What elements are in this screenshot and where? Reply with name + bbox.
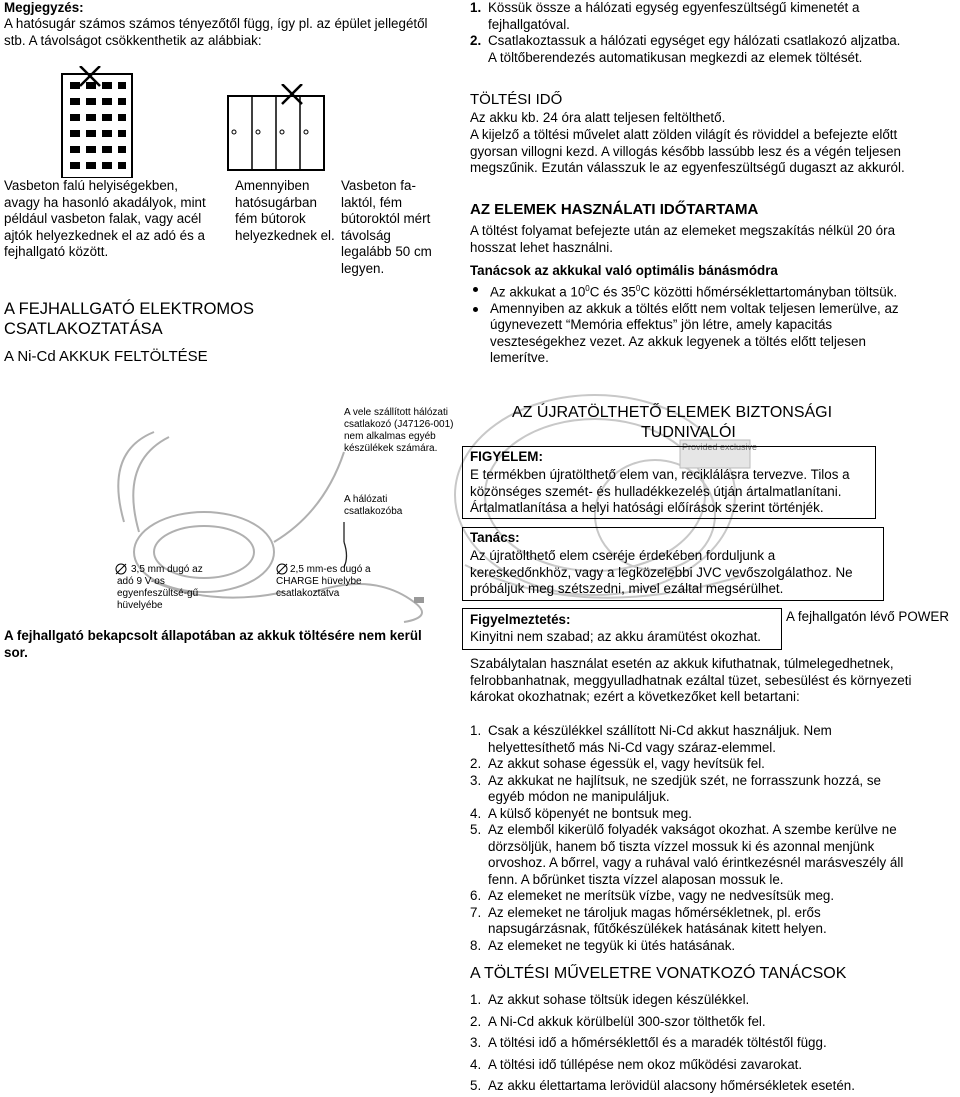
charge-tip-item: 2. A Ni-Cd akkuk körülbelül 300-szor tölthetők fel. bbox=[470, 1013, 766, 1029]
charge-time-title: TÖLTÉSI IDŐ bbox=[470, 91, 563, 108]
irregular-use-text: Szabálytalan használat esetén az akkuk kifuthatnak, túlmelegedhetnek, felrobbanhatnak, meggyulladhatnak ezáltal tüzet, sebesülést és környezeti károkat okozhatnak; ezért a következőket kell betartani: bbox=[470, 656, 912, 704]
rule-item: 5. Az elemből kikerülő folyadék vakságot okozhat. A szembe kerülve ne dörzsöljük, hanem bő tiszta vízzel mossuk ki és azonnal menjünk orvoshoz. A bőrrel, vagy a ruhával való érintkezésnél marásveszély áll fenn. A bőrünket tiszta vízzel alaposan mossuk le. bbox=[470, 822, 904, 887]
tips-list bbox=[470, 281, 910, 367]
heading-connection-line1: A FEJHALLGATÓ ELEKTROMOS bbox=[4, 300, 255, 318]
tip-item: Az akkukat a $10^0C$ és $35^0C$ közötti hőmérséklettartományban töltsük. bbox=[470, 281, 910, 301]
caption-outlet: A hálózati csatlakozóba bbox=[344, 494, 403, 517]
caution-label: Figyelmeztetés: bbox=[470, 612, 571, 627]
rule-item: 6. Az elemeket ne merítsük vízbe, vagy ne nedvesítsük meg. bbox=[470, 888, 835, 903]
distance-text: Vasbeton fa-laktól, fém bútoroktól mért távolság legalább 50 cm legyen. bbox=[341, 178, 432, 276]
obstacle-concrete-text: Vasbeton falú helyiségekben, avagy ha hasonló akadályok, mint például vasbeton falak, vagy acél ajtók helyezkednek el az adó és a fejhallgató között. bbox=[4, 178, 206, 259]
rules-list bbox=[470, 723, 920, 954]
rule-item: 3. Az akkukat ne hajlítsuk, ne szedjük szét, ne forrasszunk hozzá, se egyéb módon ne manipuláljuk. bbox=[470, 772, 881, 804]
charge-tip-item: 5. Az akku élettartama lerövidül alacsony hőmérsékletek esetén. bbox=[470, 1078, 855, 1093]
warning-label: FIGYELEM: bbox=[470, 449, 543, 464]
warning-text: E termékben újratölthető elem van, reciklálásra tervezve. Tilos a közönséges szemét- és hulladékkezelés útján ártalmatlanítani. Ártalmatlanítása a helyi hatósági előírások szerint történjék. bbox=[470, 467, 850, 515]
charge-tips-title: A TÖLTÉSI MŰVELETRE VONATKOZÓ TANÁCSOK bbox=[470, 965, 847, 982]
heading-charging: A Ni-Cd AKKUK FELTÖLTÉSE bbox=[4, 348, 208, 365]
safety-title-line2: TUDNIVALÓI bbox=[641, 424, 736, 441]
advice-text: Az újratölthető elem cseréje érdekében forduljunk a kereskedőnkhöz, vagy a legközelebbi JVC vevőszolgálathoz. Ne próbáljuk meg szétszedni, mivel ezáltal megsérülhet. bbox=[470, 548, 853, 596]
tip-item: Amennyiben az akkuk a töltés előtt nem voltak teljesen lemerülve, az úgynevezett “Memória effektus” jön létre, amely kapacitás veszteségekhez vezet. Az akkuk legyenek a töltés előtt teljesen lemerítve. bbox=[470, 301, 910, 367]
step-item: 2. Csatlakoztassuk a hálózati egységet egy hálózati csatlakozó aljzatba. A töltőberendezés automatikusan megkezdi az elemek töltését. bbox=[470, 33, 901, 65]
caution-text: Kinyitni nem szabad; az akku áramütést okozhat. bbox=[470, 629, 762, 644]
charge-time-p1: Az akku kb. 24 óra alatt teljesen feltölthető. bbox=[470, 110, 726, 125]
usage-text: A töltést folyamat befejezte után az elemeket megszakítás nélkül 20 óra hosszat lehet használni. bbox=[470, 223, 896, 255]
rule-item: 2. Az akkut sohase égessük el, vagy hevítsük fel. bbox=[470, 756, 765, 771]
heading-connection-line2: CSATLAKOZTATÁSA bbox=[4, 320, 163, 338]
caption-adapter: A vele szállított hálózati csatlakozó (J47126-001) nem alkalmas egyéb készülékek számára. bbox=[344, 407, 454, 454]
bottom-note: A fejhallgató bekapcsolt állapotában az akkuk töltésére nem kerül sor. bbox=[4, 628, 422, 660]
rule-item: 8. Az elemeket ne tegyük ki ütés hatásának. bbox=[470, 937, 736, 953]
charge-tip-item: 1. Az akkut sohase töltsük idegen készülékkel. bbox=[470, 992, 750, 1007]
charge-tip-item: 3. A töltési idő a hőmérséklettől és a maradék töltéstől függ. bbox=[470, 1035, 827, 1050]
note-title: Megjegyzés: bbox=[4, 0, 84, 15]
charge-time-p2: A kijelző a töltési művelet alatt zölden világít és röviddel a befejezte előtt gyorsan villogni kezd. A villogás később lassúbb lesz és a végén teljesen megszűnik. Ezután válasszuk le az egyenfeszültségű dugaszt az akkuról. bbox=[470, 127, 905, 175]
cabinet-illustration bbox=[226, 84, 326, 174]
usage-title: AZ ELEMEK HASZNÁLATI IDŐTARTAMA bbox=[470, 201, 759, 218]
charge-tip-item: 4. A töltési idő túllépése nem okoz működési zavarokat. bbox=[470, 1056, 803, 1072]
obstacle-furniture-text: Amennyiben hatósugárban fém bútorok helyezkednek el. bbox=[235, 178, 335, 243]
caption-25mm-plug: 2,5 mm-es dugó a CHARGE hüvelybe csatlakoztatva bbox=[276, 564, 371, 599]
tips-title: Tanácsok az akkukal való optimális bánásmódra bbox=[470, 263, 778, 278]
building-illustration bbox=[40, 66, 170, 178]
caution-side-text: A fejhallgatón lévő POWER bbox=[786, 609, 950, 624]
overlay-label: Provided exclusive bbox=[682, 442, 758, 452]
steps-list bbox=[470, 0, 910, 66]
rule-item: 4. A külső köpenyét ne bontsuk meg. bbox=[470, 805, 692, 821]
charge-tips-list bbox=[470, 989, 920, 1097]
advice-label: Tanács: bbox=[470, 530, 520, 545]
rule-item: 1. Csak a készülékkel szállított Ni-Cd akkut használjuk. Nem helyettesíthető más Ni-Cd vagy száraz-elemmel. bbox=[470, 723, 832, 755]
step-item: 1. Kössük össze a hálózati egység egyenfeszültségű kimenetét a fejhallgatóval. bbox=[470, 0, 860, 32]
caption-35mm-plug: 3,5 mm dugó az adó 9 V-os egyenfeszültsé-gű hüvelyébe bbox=[117, 564, 203, 611]
rule-item: 7. Az elemeket ne tároljuk magas hőmérsékletnek, pl. erős napsugárzásnak, fűtőkészülékek hatásának kitett helyen. bbox=[470, 904, 827, 936]
safety-title-line1: AZ ÚJRATÖLTHETŐ ELEMEK BIZTONSÁGI bbox=[512, 404, 833, 421]
note-text: A hatósugár számos számos tényezőtől függ, így pl. az épület jellegétől stb. A távolságot csökkenthetik az alábbiak: bbox=[4, 16, 428, 48]
